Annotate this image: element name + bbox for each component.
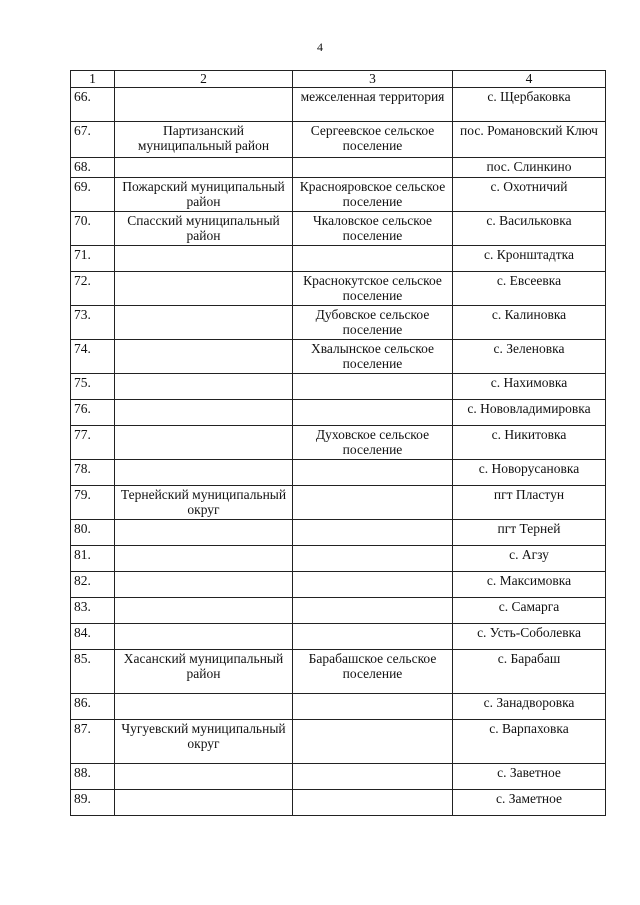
locality-cell: с. Заметное [453, 790, 606, 816]
locality-cell: пос. Слинкино [453, 158, 606, 178]
locality-cell: с. Евсеевка [453, 272, 606, 306]
settlement-cell [293, 246, 453, 272]
municipality-cell [115, 694, 293, 720]
locality-cell: с. Зеленовка [453, 340, 606, 374]
locality-cell: с. Калиновка [453, 306, 606, 340]
municipality-cell [115, 598, 293, 624]
table-row [71, 272, 606, 306]
settlement-cell [293, 694, 453, 720]
municipality-cell [115, 272, 293, 306]
table-row [71, 764, 606, 790]
municipality-cell [115, 306, 293, 340]
table-row [71, 400, 606, 426]
locality-cell: с. Новорусановка [453, 460, 606, 486]
settlement-cell: межселенная территория [293, 88, 453, 122]
row-number: 73. [71, 306, 115, 340]
row-number: 72. [71, 272, 115, 306]
row-number: 84. [71, 624, 115, 650]
table-row [71, 306, 606, 340]
municipality-cell [115, 546, 293, 572]
municipality-cell: Пожарский муниципальный район [115, 178, 293, 212]
locality-cell: с. Нововладимировка [453, 400, 606, 426]
settlement-cell: Чкаловское сельское поселение [293, 212, 453, 246]
row-number: 71. [71, 246, 115, 272]
municipality-cell [115, 88, 293, 122]
municipality-cell [115, 426, 293, 460]
table-row [71, 720, 606, 764]
row-number: 68. [71, 158, 115, 178]
settlement-cell [293, 486, 453, 520]
locality-cell: с. Самарга [453, 598, 606, 624]
locality-cell: пос. Романовский Ключ [453, 122, 606, 158]
table-row [71, 650, 606, 694]
table-row [71, 486, 606, 520]
municipality-cell: Спасский муниципальный район [115, 212, 293, 246]
table-row [71, 624, 606, 650]
municipality-cell: Партизанский муниципальный район [115, 122, 293, 158]
settlement-cell [293, 624, 453, 650]
locality-cell: с. Васильковка [453, 212, 606, 246]
row-number: 66. [71, 88, 115, 122]
row-number: 74. [71, 340, 115, 374]
settlement-cell [293, 546, 453, 572]
table-row [71, 178, 606, 212]
settlement-cell: Краснояровское сельское поселение [293, 178, 453, 212]
settlement-cell: Хвалынское сельское поселение [293, 340, 453, 374]
locality-cell: с. Кронштадтка [453, 246, 606, 272]
row-number: 75. [71, 374, 115, 400]
municipality-cell [115, 400, 293, 426]
locality-cell: с. Занадворовка [453, 694, 606, 720]
table-row [71, 572, 606, 598]
row-number: 88. [71, 764, 115, 790]
header-col-1: 1 [71, 71, 115, 88]
locality-cell: с. Нахимовка [453, 374, 606, 400]
table-row [71, 598, 606, 624]
settlement-cell [293, 520, 453, 546]
row-number: 85. [71, 650, 115, 694]
municipality-cell [115, 624, 293, 650]
row-number: 76. [71, 400, 115, 426]
locality-cell: с. Усть-Соболевка [453, 624, 606, 650]
row-number: 82. [71, 572, 115, 598]
row-number: 87. [71, 720, 115, 764]
locality-cell: пгт Пластун [453, 486, 606, 520]
table-row [71, 790, 606, 816]
row-number: 67. [71, 122, 115, 158]
settlement-cell: Краснокутское сельское поселение [293, 272, 453, 306]
table-row [71, 520, 606, 546]
header-col-4: 4 [453, 71, 606, 88]
header-col-2: 2 [115, 71, 293, 88]
settlement-cell: Дубовское сельское поселение [293, 306, 453, 340]
settlement-cell: Сергеевское сельское поселение [293, 122, 453, 158]
table-row [71, 694, 606, 720]
row-number: 86. [71, 694, 115, 720]
settlement-cell [293, 598, 453, 624]
table-body [71, 88, 606, 816]
row-number: 70. [71, 212, 115, 246]
table-row [71, 122, 606, 158]
row-number: 83. [71, 598, 115, 624]
row-number: 80. [71, 520, 115, 546]
row-number: 79. [71, 486, 115, 520]
locality-cell: с. Максимовка [453, 572, 606, 598]
table-row [71, 374, 606, 400]
municipality-cell [115, 572, 293, 598]
locality-cell: пгт Терней [453, 520, 606, 546]
page-number: 4 [317, 40, 323, 54]
municipality-cell [115, 460, 293, 486]
municipality-cell [115, 158, 293, 178]
settlements-table [70, 70, 606, 816]
row-number: 89. [71, 790, 115, 816]
municipality-cell: Чугуевский муниципальный округ [115, 720, 293, 764]
table-row [71, 426, 606, 460]
settlement-cell [293, 790, 453, 816]
municipality-cell [115, 340, 293, 374]
settlement-cell [293, 572, 453, 598]
table-row [71, 460, 606, 486]
table-row [71, 246, 606, 272]
municipality-cell [115, 520, 293, 546]
settlement-cell [293, 158, 453, 178]
table-row [71, 88, 606, 122]
row-number: 78. [71, 460, 115, 486]
municipality-cell [115, 790, 293, 816]
municipality-cell: Хасанский муниципальный район [115, 650, 293, 694]
municipality-cell: Тернейский муниципальный округ [115, 486, 293, 520]
settlement-cell [293, 460, 453, 486]
settlement-cell: Духовское сельское поселение [293, 426, 453, 460]
header-col-3: 3 [293, 71, 453, 88]
table-row [71, 212, 606, 246]
municipality-cell [115, 374, 293, 400]
row-number: 69. [71, 178, 115, 212]
settlement-cell [293, 764, 453, 790]
settlement-cell [293, 374, 453, 400]
municipality-cell [115, 246, 293, 272]
locality-cell: с. Барабаш [453, 650, 606, 694]
table-row [71, 546, 606, 572]
locality-cell: с. Охотничий [453, 178, 606, 212]
row-number: 77. [71, 426, 115, 460]
table-row [71, 158, 606, 178]
locality-cell: с. Никитовка [453, 426, 606, 460]
row-number: 81. [71, 546, 115, 572]
municipality-cell [115, 764, 293, 790]
locality-cell: с. Варпаховка [453, 720, 606, 764]
locality-cell: с. Заветное [453, 764, 606, 790]
locality-cell: с. Агзу [453, 546, 606, 572]
table-row [71, 340, 606, 374]
settlement-cell [293, 720, 453, 764]
locality-cell: с. Щербаковка [453, 88, 606, 122]
settlement-cell: Барабашское сельское поселение [293, 650, 453, 694]
table-header [71, 71, 606, 88]
settlement-cell [293, 400, 453, 426]
header-row [71, 71, 606, 88]
